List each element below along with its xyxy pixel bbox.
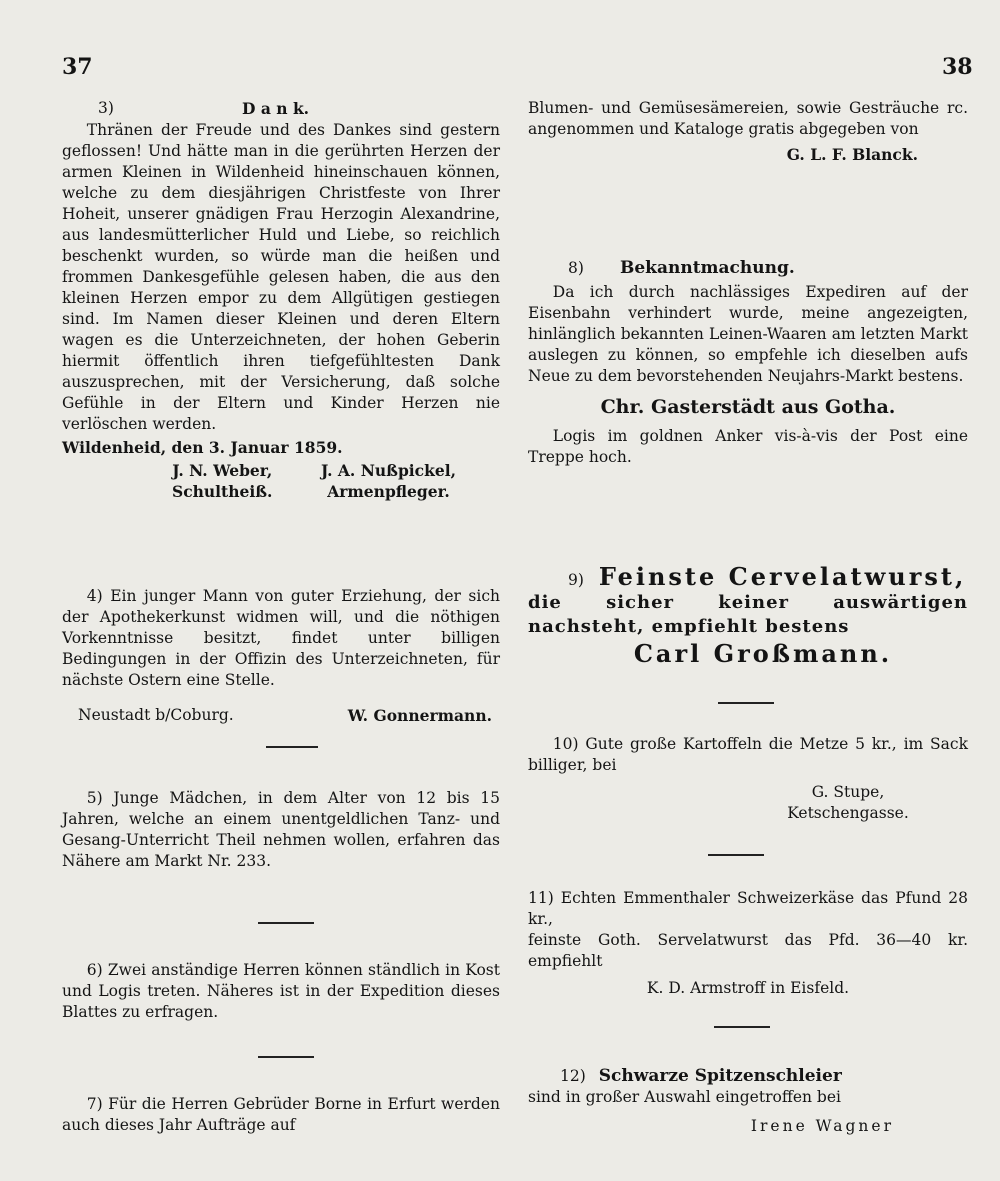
notice-4-apprentice <box>62 586 500 726</box>
divider <box>708 854 764 856</box>
notice-10-body: 10) Gute große Kartoffeln die Metze 5 kr., im Sack billiger, bei <box>528 735 968 774</box>
notice-9-heading <box>528 562 968 591</box>
notice-12-heading <box>528 1066 968 1087</box>
notice-5-dance-lessons <box>62 788 500 872</box>
notice-8-signer: Chr. Gasterstädt aus Gotha. <box>600 396 896 418</box>
notice-6-body: 6) Zwei anständige Herren können ständlich in Kost und Logis treten. Näheres ist in der Expedition dieses Blattes zu erfragen. <box>62 961 500 1021</box>
notice-10-potatoes <box>528 734 968 824</box>
notice-7-body: 7) Für die Herren Gebrüder Borne in Erfurt werden auch dieses Jahr Aufträge auf <box>62 1095 500 1134</box>
divider <box>266 746 318 748</box>
signer-title: Armenpfleger. <box>327 482 450 501</box>
page-number-left: 37 <box>62 54 93 80</box>
divider <box>258 1056 314 1058</box>
notice-12-veils <box>528 1066 968 1137</box>
notice-9-number: 9) <box>568 571 584 589</box>
divider <box>714 1026 770 1028</box>
notice-8-lodging: Logis im goldnen Anker vis-à-vis der Post eine Treppe hoch. <box>528 427 968 466</box>
notice-3-number: 3) <box>98 99 114 117</box>
page-number-right: 38 <box>942 54 973 80</box>
notice-3-dank <box>62 98 500 502</box>
notice-3-signatures <box>62 458 500 502</box>
signer-title: Schultheiß. <box>172 482 273 501</box>
notice-3-title: D a n k. <box>242 99 310 118</box>
notice-4-place: Neustadt b/Coburg. <box>78 706 234 724</box>
notice-7-continued <box>528 98 968 165</box>
signer-name: J. A. Nußpickel, <box>320 461 456 480</box>
signature-weber <box>172 460 272 502</box>
notice-9-sausage <box>528 562 968 668</box>
notice-7-continued-body: Blumen- und Gemüsesämereien, sowie Gesträuche rc. angenommen und Kataloge gratis abgegeben von <box>528 99 968 138</box>
divider <box>718 702 774 704</box>
notice-3-place-date: Wildenheid, den 3. Januar 1859. <box>62 438 343 457</box>
notice-7-seeds <box>62 1094 500 1136</box>
notice-4-signer: W. Gonnermann. <box>347 706 492 725</box>
notice-8-body: Da ich durch nachlässiges Expediren auf der Eisenbahn verhindert wurde, meine angezeigten, hinlänglich bekannten Leinen-Waaren am letzten Markt auslegen zu können, so empfehle ich dieselben aufs Neue zu dem bevorstehenden Neujahrs-Markt bestens. <box>528 283 968 385</box>
notice-10-signer <box>528 782 968 824</box>
notice-4-footer <box>62 705 500 726</box>
notice-11-line1: 11) Echten Emmenthaler Schweizerkäse das Pfund 28 kr., <box>528 889 968 928</box>
notice-8-heading <box>528 258 968 282</box>
notice-12-number: 12) <box>560 1067 586 1085</box>
notice-11-line2: feinste Goth. Servelatwurst das Pfd. 36—40 kr. empfiehlt <box>528 931 968 970</box>
notice-6-lodging <box>62 960 500 1023</box>
notice-11-cheese <box>528 888 968 999</box>
notice-8-announcement <box>528 258 968 468</box>
notice-9-body: die sicher keiner auswärtigen nachsteht, empfiehlt bestens <box>528 592 968 637</box>
notice-8-title: Bekanntmachung. <box>620 258 795 278</box>
notice-12-title: Schwarze Spitzenschleier <box>598 1066 842 1086</box>
notice-9-signer: Carl Großmann. <box>633 639 893 668</box>
signer-name: J. N. Weber, <box>172 461 273 480</box>
notice-11-signer: K. D. Armstroff in Eisfeld. <box>646 979 850 997</box>
divider <box>258 922 314 924</box>
notice-3-body: Thränen der Freude und des Dankes sind gestern geflossen! Und hätte man in die gerührten Herzen der armen Kleinen in Wildenheid hineinschauen können, welche zu dem diesjährigen Christfeste von Ihrer Hoheit, unserer gnädigen Frau Herzogin Alexandrine, aus landesmütterlicher Huld und Liebe, so reichlich beschenkt wurden, so würde man die heißen und frommen Dankesgefühle gelesen haben, die aus den kleinen Herzen empor zu dem Allgütigen gestiegen sind. Im Namen dieser Kleinen und deren Eltern wagen es die Unterzeichneten, der hohen Geberin hiermit öffentlich ihren tiefgefühltesten Dank auszusprechen, mit der Versicherung, daß solche Gefühle in der Eltern und Kinder Herzen nie verlöschen werden. <box>62 121 500 433</box>
notice-10-signer-address: Ketschengasse. <box>787 804 909 822</box>
notice-8-number: 8) <box>568 259 584 277</box>
notice-12-signer: Irene Wagner <box>750 1117 894 1135</box>
notice-3-heading <box>62 98 500 120</box>
notice-9-headline: Feinste Cervelatwurst, <box>598 562 967 591</box>
notice-4-body: 4) Ein junger Mann von guter Erziehung, der sich der Apothekerkunst widmen will, und die nöthigen Vorkenntnisse besitzt, findet unter billigen Bedingungen in der Offizin des Unterzeichneten, für nächste Ostern eine Stelle. <box>62 587 500 689</box>
notice-7-signer: G. L. F. Blanck. <box>786 145 918 164</box>
notice-10-signer-name: G. Stupe, <box>811 783 885 801</box>
notice-5-body: 5) Junge Mädchen, in dem Alter von 12 bis 15 Jahren, welche an einem unentgeldlichen Tanz- und Gesang-Unterricht Theil nehmen wollen, erfahren das Nähere am Markt Nr. 233. <box>62 789 500 870</box>
notice-12-body: sind in großer Auswahl eingetroffen bei <box>528 1088 841 1106</box>
signature-nusspickel <box>321 460 456 502</box>
